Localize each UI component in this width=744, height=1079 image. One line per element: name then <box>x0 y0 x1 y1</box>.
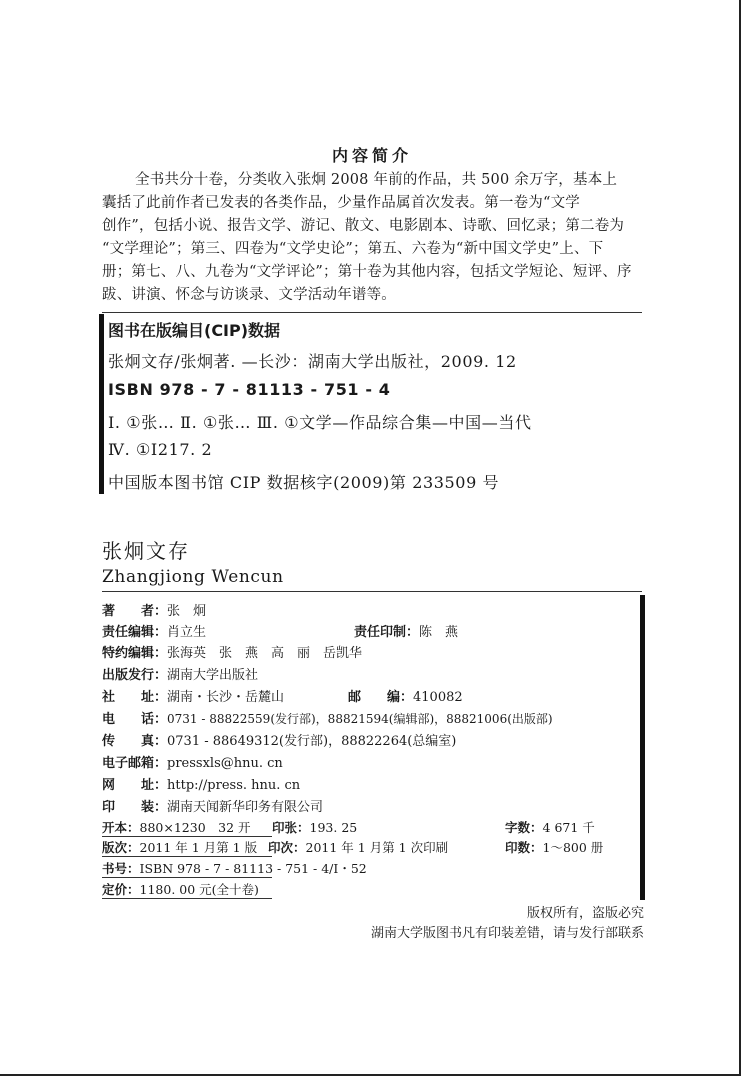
publisher-value: 湖南大学出版社 <box>167 668 259 683</box>
fax-value: 0731 - 88649312(发行部)，88822264(总编室) <box>167 734 457 749</box>
phone-label: 电 话： <box>102 712 168 727</box>
fax-label: 传 真： <box>102 734 168 749</box>
website-row <box>102 774 300 793</box>
sheets-label: 印张： <box>272 820 310 835</box>
cip-side-bar <box>99 314 104 494</box>
website-value: http://press. hnu. cn <box>167 778 301 793</box>
edition-underline <box>102 856 272 857</box>
book-number-label: 书号： <box>102 861 140 876</box>
special-editors-value: 张海英 张 燕 高 丽 岳凯华 <box>167 646 363 661</box>
book-number-underline <box>102 877 272 878</box>
printer-row <box>102 796 323 815</box>
cip-heading: 图书在版编目(CIP)数据 <box>108 321 281 340</box>
edition-row <box>102 838 257 856</box>
website-label: 网 址： <box>102 778 168 793</box>
impression-value: 2011 年 1 月第 1 次印刷 <box>305 840 449 855</box>
copyright-notice: 版权所有，盗版必究 <box>526 906 644 921</box>
price-underline <box>102 898 272 899</box>
printer-label: 印 装： <box>102 800 168 815</box>
book-number-row <box>102 859 367 877</box>
words-label: 字数： <box>505 820 543 835</box>
special-editors-label: 特约编辑： <box>102 646 168 661</box>
summary-line: 册；第七、八、九卷为“文学评论”；第十卷为其他内容，包括文学短论、短评、序 <box>102 264 632 280</box>
sheets-value: 193. 25 <box>309 820 358 835</box>
summary-line: 囊括了此前作者已发表的各类作品，少量作品属首次发表。第一卷为“文学 <box>102 195 581 211</box>
words-value: 4 671 千 <box>542 820 595 835</box>
email-value: pressxls@hnu. cn <box>167 756 283 771</box>
cip-top-rule <box>102 312 642 313</box>
print-run-row <box>505 838 603 856</box>
email-label: 电子邮箱： <box>102 756 168 771</box>
edition-value: 2011 年 1 月第 1 版 <box>139 840 258 855</box>
credits-top-rule <box>102 591 642 592</box>
credits-side-bar <box>640 595 645 900</box>
author-label: 著 者： <box>102 604 168 619</box>
book-number-value: ISBN 978 - 7 - 81113 - 751 - 4/I・52 <box>139 861 367 876</box>
format-underline <box>102 836 272 837</box>
price-row <box>102 880 259 898</box>
address-value: 湖南・长沙・岳麓山 <box>167 690 285 705</box>
print-run-value: 1～800 册 <box>542 840 604 855</box>
cip-verification: 中国版本图书馆 CIP 数据核字(2009)第 233509 号 <box>108 473 500 492</box>
edition-label: 版次： <box>102 840 140 855</box>
price-label: 定价： <box>102 882 140 897</box>
summary-line: 全书共分十卷，分类收入张炯 2008 年前的作品，共 500 余万字，基本上 <box>135 172 618 188</box>
book-pinyin: Zhangjiong Wencun <box>102 567 284 587</box>
postcode-value: 410082 <box>413 690 463 705</box>
book-title: 张炯文存 <box>102 539 190 563</box>
special-editors-row <box>102 642 362 661</box>
author-value: 张 炯 <box>167 604 207 619</box>
editor-value: 肖立生 <box>167 625 207 640</box>
email-row <box>102 752 283 771</box>
cip-subjects: Ⅰ. ①张… Ⅱ. ①张… Ⅲ. ①文学—作品综合集—中国—当代 <box>108 413 532 432</box>
impression-label: 印次： <box>268 840 306 855</box>
summary-line: “文学理论”；第三、四卷为“文学史论”；第五、六卷为“新中国文学史”上、下 <box>102 241 604 257</box>
address-row <box>102 686 284 705</box>
sheets-row <box>272 818 357 836</box>
printer-value: 湖南天闻新华印务有限公司 <box>167 800 324 815</box>
editor-row <box>102 621 206 640</box>
impression-row <box>268 838 448 856</box>
fax-row <box>102 730 456 749</box>
misprint-notice: 湖南大学版图书凡有印装差错，请与发行部联系 <box>370 926 644 941</box>
print-manager-label: 责任印制： <box>354 625 420 640</box>
author-row <box>102 600 206 619</box>
postcode-row <box>348 686 463 705</box>
postcode-label: 邮 编： <box>348 690 414 705</box>
cip-isbn: ISBN 978 - 7 - 81113 - 751 - 4 <box>108 380 391 399</box>
words-row <box>505 818 595 836</box>
format-value: 880×1230 32 开 <box>139 820 251 835</box>
phone-row <box>102 708 553 727</box>
publisher-row <box>102 664 258 683</box>
print-manager-value: 陈 燕 <box>419 625 459 640</box>
cip-record: 张炯文存/张炯著. —长沙：湖南大学出版社，2009. 12 <box>108 352 517 371</box>
phone-value: 0731 - 88822559(发行部)，88821594(编辑部)，88821006(出版部) <box>167 712 553 726</box>
editor-label: 责任编辑： <box>102 625 168 640</box>
cip-classification: Ⅳ. ①I217. 2 <box>108 440 213 459</box>
format-label: 开本： <box>102 820 140 835</box>
publisher-label: 出版发行： <box>102 668 168 683</box>
summary-title: 内容简介 <box>331 146 412 165</box>
address-label: 社 址： <box>102 690 168 705</box>
price-value: 1180. 00 元(全十卷) <box>139 882 259 897</box>
print-run-label: 印数： <box>505 840 543 855</box>
print-manager-row <box>354 621 458 640</box>
summary-line: 跋、讲演、怀念与访谈录、文学活动年谱等。 <box>102 287 396 303</box>
summary-line: 创作”，包括小说、报告文学、游记、散文、电影剧本、诗歌、回忆录；第二卷为 <box>102 218 625 234</box>
format-row <box>102 818 251 836</box>
